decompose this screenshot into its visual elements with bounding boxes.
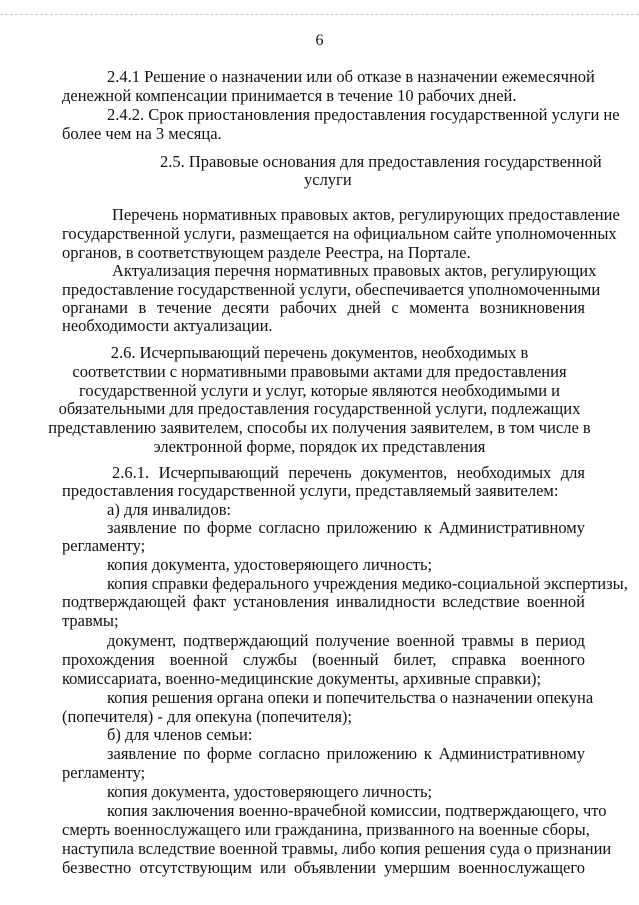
paragraph-2-4-1-line-1: 2.4.1 Решение о назначении или об отказе в назначении ежемесячной [107, 67, 595, 86]
list-b-item-3-line-3: наступила вследствие военной травмы, либо копия решения суда о признании [62, 839, 612, 858]
list-a-item-5-line-2: (попечителя) - для опекуна (попечителя); [62, 707, 352, 726]
section-2-6-heading-line-5: представлению заявителем, способы их получения заявителем, в том числе в [48, 418, 591, 437]
list-a-item-3-line-3: травмы; [62, 611, 119, 630]
list-a-item-3-line-1: копия справки федерального учреждения медико-социальной экспертизы, [107, 574, 628, 593]
section-2-5-heading-line-2: услуги [304, 170, 352, 189]
list-a-heading: а) для инвалидов: [107, 500, 232, 519]
section-2-6-heading-line-1: 2.6. Исчерпывающий перечень документов, необходимых в [110, 343, 529, 362]
paragraph-2-4-2-line-2: более чем на 3 месяца. [62, 124, 222, 143]
legal-acts-paragraph-line-1: Перечень нормативных правовых актов, регулирующих предоставление [112, 205, 620, 224]
paragraph-2-6-1-line-1: 2.6.1. Исчерпывающий перечень документов, необходимых для [112, 463, 585, 482]
section-2-6-heading-line-3: государственной услуги и услуг, которые являются необходимыми и [79, 381, 560, 400]
legal-acts-paragraph-line-2: государственной услуги, размещается на официальном сайте уполномоченных [62, 224, 617, 243]
paragraph-2-6-1-line-2: предоставления государственной услуги, представляемый заявителем: [62, 481, 559, 500]
list-b-item-3-line-1: копия заключения военно-врачебной комиссии, подтверждающего, что [107, 801, 607, 820]
list-b-item-3-line-4: безвестно отсутствующим или объявлении умершим военнослужащего [62, 858, 585, 877]
list-b-item-1-line-2: регламенту; [62, 763, 146, 782]
list-a-item-5-line-1: копия решения органа опеки и попечительства о назначении опекуна [107, 688, 594, 707]
list-a-item-3-line-2: подтверждающей факт установления инвалидности вследствие военной [62, 592, 585, 611]
page-number: 6 [315, 32, 324, 49]
section-2-6-heading-line-2: соответствии с нормативными правовыми актами для предоставления [72, 362, 567, 381]
list-a-item-4-line-2: прохождения военной службы (военный билет, справка военного [62, 650, 585, 669]
list-b-item-3-line-2: смерть военнослужащего или гражданина, призванного на военные сборы, [62, 820, 590, 839]
section-2-5-heading-line-1: 2.5. Правовые основания для предоставления государственной [160, 152, 602, 171]
list-a-item-4-line-3: комиссариата, военно-медицинские документы, архивные справки); [62, 669, 542, 688]
list-a-item-2: копия документа, удостоверяющего личность; [107, 555, 433, 574]
list-a-item-1-line-1: заявление по форме согласно приложению к Административному [107, 518, 585, 537]
actualization-paragraph-line-2: предоставление государственной услуги, обеспечивается уполномоченными [62, 280, 601, 299]
actualization-paragraph-line-1: Актуализация перечня нормативных правовых актов, регулирующих [112, 261, 597, 280]
list-b-heading: б) для членов семьи: [107, 725, 253, 744]
actualization-paragraph-line-3: органами в течение десяти рабочих дней с момента возникновения [62, 298, 585, 317]
section-2-6-heading-line-6: электронной форме, порядок их представления [153, 437, 486, 456]
paragraph-2-4-1-line-2: денежной компенсации принимается в течение 10 рабочих дней. [62, 86, 517, 105]
section-2-6-heading-line-4: обязательными для предоставления государственной услуги, подлежащих [58, 399, 581, 418]
list-b-item-2: копия документа, удостоверяющего личность; [107, 782, 433, 801]
list-a-item-4-line-1: документ, подтверждающий получение военной травмы в период [107, 631, 585, 650]
actualization-paragraph-line-4: необходимости актуализации. [62, 316, 273, 335]
list-a-item-1-line-2: регламенту; [62, 536, 146, 555]
list-b-item-1-line-1: заявление по форме согласно приложению к Административному [107, 744, 585, 763]
page-top-edge [0, 14, 639, 15]
paragraph-2-4-2-line-1: 2.4.2. Срок приостановления предоставления государственной услуги не [107, 105, 620, 124]
legal-acts-paragraph-line-3: органов, в соответствующем разделе Реестра, на Портале. [62, 243, 471, 262]
